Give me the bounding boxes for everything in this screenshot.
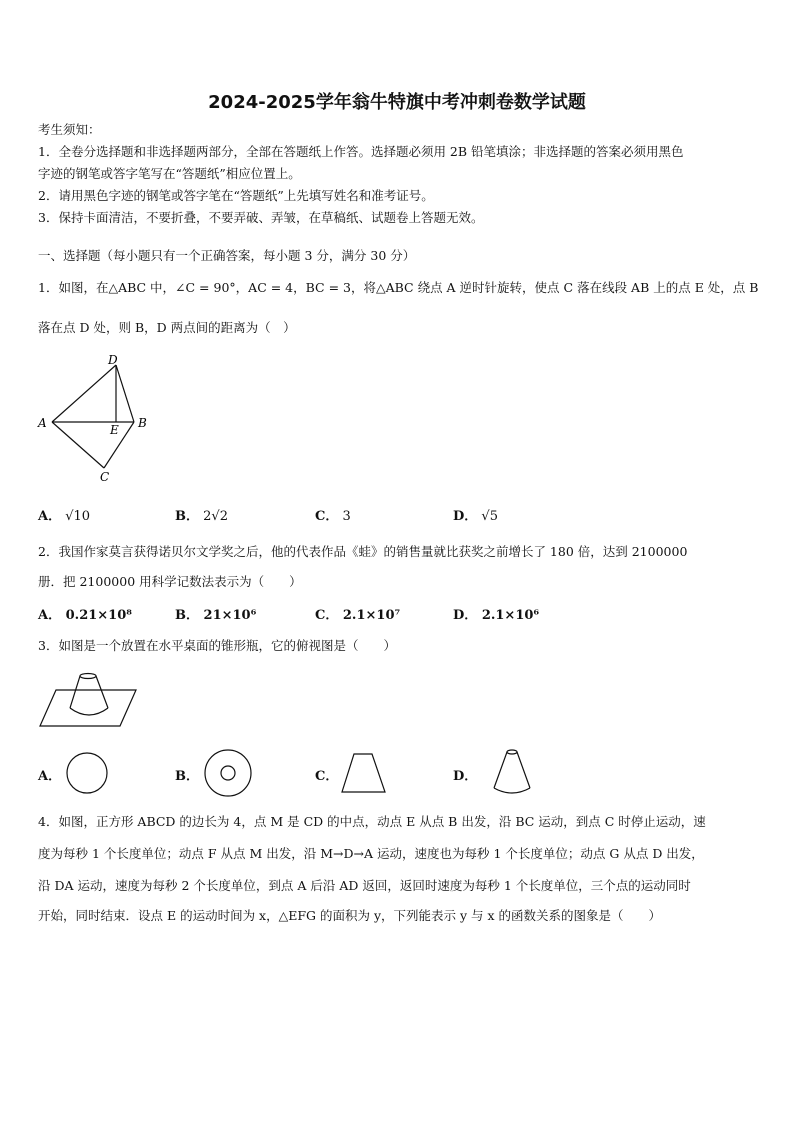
q4-text-line1: 4．如图，正方形 ABCD 的边长为 4，点 M 是 CD 的中点，动点 E 从点 B 出发，沿 BC 运动，到点 C 时停止运动，速 [38, 814, 706, 829]
q1-option-c-letter: C． [315, 509, 339, 524]
q1-option-b-value: 2√2 [203, 509, 228, 524]
q2-text-line2: 册．把 2100000 用科学记数法表示为（ ） [38, 574, 302, 589]
q3-flask-figure [38, 662, 138, 734]
q1-triangle-figure [36, 350, 156, 485]
q3-text-line1: 3．如图是一个放置在水平桌面的锥形瓶，它的俯视图是（ ） [38, 638, 396, 653]
q2-option-a-letter: A． [38, 608, 62, 623]
q2-option-b-value: 21×10⁶ [203, 608, 257, 623]
q2-option-c-value: 2.1×10⁷ [342, 608, 401, 623]
q3-option-a-circle [62, 750, 112, 796]
q2-option-c-letter: C． [315, 608, 339, 623]
notice-item-3: 3．保持卡面清洁，不要折叠，不要弄破、弄皱，在草稿纸、试题卷上答题无效。 [38, 210, 484, 225]
q2-option-b-letter: B． [175, 608, 199, 623]
notice-item-1: 1．全卷分选择题和非选择题两部分，全部在答题纸上作答。选择题必须用 2B 铅笔填涂；非选择题的答案必须用黑色 [38, 144, 684, 159]
q1-option-a-letter: A． [38, 509, 62, 524]
q1-text-line2: 落在点 D 处，则 B，D 两点间的距离为（ ） [38, 320, 296, 335]
q1-option-a-value: √10 [65, 509, 91, 524]
q1-option-b-letter: B． [175, 509, 199, 524]
label-c: C [100, 470, 110, 484]
q4-text-line4: 开始，同时结束．设点 E 的运动时间为 x，△EFG 的面积为 y，下列能表示 y 与 x 的函数关系的图象是（ ） [38, 908, 662, 923]
notice-item-1-cont: 字迹的钢笔或答字笔写在“答题纸”相应位置上。 [38, 166, 301, 181]
label-d: D [108, 353, 118, 367]
q1-option-d-value: √5 [481, 509, 498, 524]
q3-option-b-concentric-circles [200, 748, 256, 798]
q1-text-line1: 1．如图，在△ABC 中，∠C = 90°，AC = 4，BC = 3，将△ABC 绕点 A 逆时针旋转，使点 C 落在线段 AB 上的点 E 处，点 B [38, 280, 759, 295]
q2-text-line1: 2．我国作家莫言获得诺贝尔文学奖之后，他的代表作品《蛙》的销售量就比获奖之前增长了 180 倍，达到 2100000 [38, 544, 688, 559]
label-e: E [110, 423, 119, 437]
q2-option-d-letter: D． [453, 608, 478, 623]
q2-option-d-value: 2.1×10⁶ [481, 608, 540, 623]
label-b: B [138, 416, 147, 430]
q4-text-line2: 度为每秒 1 个长度单位；动点 F 从点 M 出发，沿 M→D→A 运动，速度也为每秒 1 个长度单位；动点 G 从点 D 出发， [38, 846, 704, 861]
q1-option-c-value: 3 [342, 509, 351, 524]
notice-item-2: 2．请用黑色字迹的钢笔或答字笔在“答题纸”上先填写姓名和准考证号。 [38, 188, 434, 203]
notice-heading: 考生须知： [38, 122, 101, 137]
section-heading: 一、选择题（每小题只有一个正确答案，每小题 3 分，满分 30 分） [38, 248, 416, 263]
q2-option-a-value: 0.21×10⁸ [65, 608, 132, 623]
q3-option-c-trapezoid [340, 750, 390, 796]
q3-option-a-letter: A． [38, 769, 62, 784]
q4-text-line3: 沿 DA 运动，速度为每秒 2 个长度单位，到点 A 后沿 AD 返回，返回时速度为每秒 1 个长度单位，三个点的运动同时 [38, 878, 691, 893]
q3-option-d-letter: D． [453, 769, 478, 784]
q3-option-d-cone [488, 746, 536, 798]
q1-option-d-letter: D． [453, 509, 478, 524]
page-title: 2024-2025学年翁牛特旗中考冲刺卷数学试题 [208, 92, 586, 113]
label-a: A [38, 416, 47, 430]
q3-option-b-letter: B． [175, 769, 199, 784]
q3-option-c-letter: C． [315, 769, 339, 784]
